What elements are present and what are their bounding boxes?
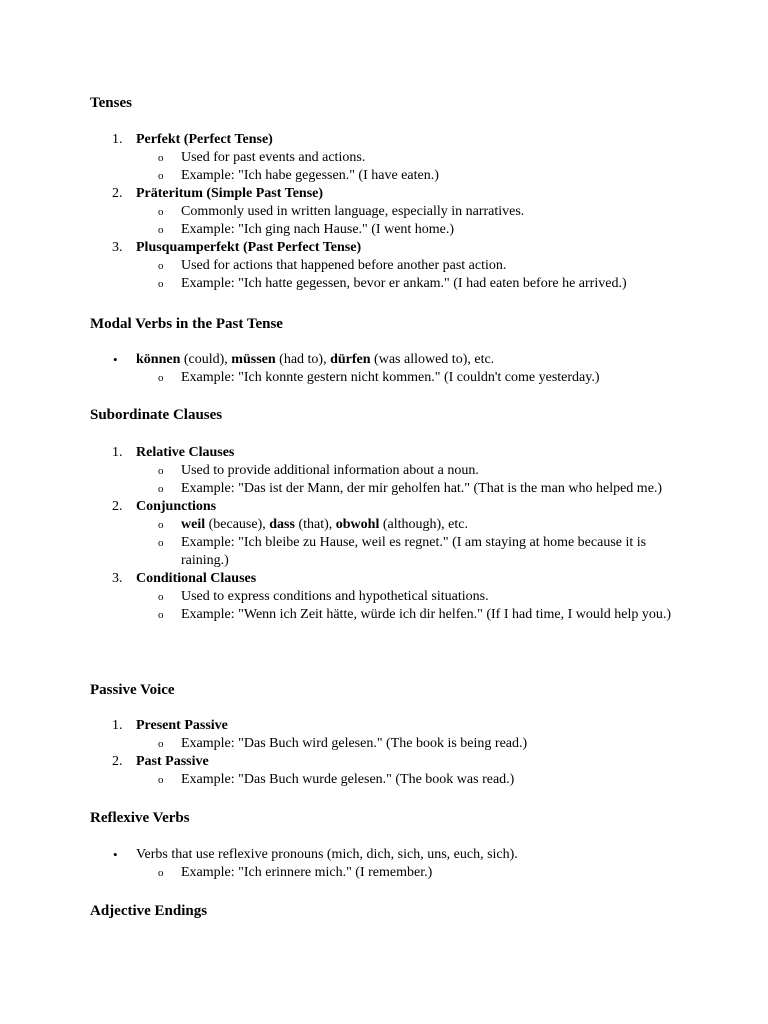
bullet-icon: • [113,352,118,367]
sub-item: o Example: "Wenn ich Zeit hätte, würde ich dir helfen." (If I had time, I would help you.) [158,607,672,622]
sub-item: o weil (because), dass (that), obwohl (although), etc. [158,517,468,532]
sub-item: o Example: "Das ist der Mann, der mir geholfen hat." (That is the man who helped me.) [158,481,663,496]
heading-adjective-endings: Adjective Endings [90,903,208,919]
list-item: 1. Perfekt (Perfect Tense) [112,132,273,147]
sub-item: o Example: "Ich ging nach Hause." (I went home.) [158,222,455,237]
heading-modal-verbs: Modal Verbs in the Past Tense [90,316,283,332]
sub-item: o Example: "Ich habe gegessen." (I have eaten.) [158,168,439,183]
heading-subordinate-clauses: Subordinate Clauses [90,407,223,423]
list-item: • können (could), müssen (had to), dürfen (was allowed to), etc. [113,352,495,367]
item-title: Present Passive [136,718,228,733]
bullet-icon: • [113,847,118,862]
list-item: • Verbs that use reflexive pronouns (mich, dich, sich, uns, euch, sich). [113,847,518,862]
circle-bullet-icon: o [158,591,164,603]
item-title: Conjunctions [136,499,217,514]
modal-verbs-list [0,351,768,387]
sub-item: o Example: "Ich hatte gegessen, bevor er ankam." (I had eaten before he arrived.) [158,276,627,291]
tenses-list [0,131,768,293]
sub-item: o Example: "Ich bleibe zu Hause, weil es regnet." (I am staying at home because it is raining.) [158,535,647,568]
list-item: 2. Präteritum (Simple Past Tense) [112,186,324,201]
list-item: 1. Relative Clauses [112,445,235,460]
circle-bullet-icon: o [158,465,164,477]
item-title: Plusquamperfekt (Past Perfect Tense) [136,240,362,255]
circle-bullet-icon: o [158,774,164,786]
item-title: Relative Clauses [136,445,235,460]
item-title: Conditional Clauses [136,571,257,586]
circle-bullet-icon: o [158,278,164,290]
circle-bullet-icon: o [158,170,164,182]
heading-tenses: Tenses [90,95,132,111]
circle-bullet-icon: o [158,519,164,531]
sub-item: o Used for past events and actions. [158,150,366,165]
heading-reflexive-verbs: Reflexive Verbs [90,810,190,826]
circle-bullet-icon: o [158,537,164,549]
sub-item: o Example: "Das Buch wurde gelesen." (The book was read.) [158,772,515,787]
circle-bullet-icon: o [158,206,164,218]
heading-passive-voice: Passive Voice [90,682,175,698]
sub-item: o Example: "Das Buch wird gelesen." (The book is being read.) [158,736,528,751]
circle-bullet-icon: o [158,483,164,495]
passive-voice-list [0,717,768,789]
sub-item: o Used for actions that happened before another past action. [158,258,507,273]
circle-bullet-icon: o [158,609,164,621]
list-item: 3. Plusquamperfekt (Past Perfect Tense) [112,240,362,255]
list-item: 1. Present Passive [112,718,228,733]
circle-bullet-icon: o [158,152,164,164]
circle-bullet-icon: o [158,372,164,384]
circle-bullet-icon: o [158,260,164,272]
item-title: Perfekt (Perfect Tense) [136,132,273,147]
item-title: Präteritum (Simple Past Tense) [136,186,324,201]
sub-item: o Example: "Ich erinnere mich." (I remember.) [158,865,433,880]
item-title: Past Passive [136,754,209,769]
sub-item: o Example: "Ich konnte gestern nicht kommen." (I couldn't come yesterday.) [158,370,600,385]
sub-item: o Used to express conditions and hypothetical situations. [158,589,489,604]
circle-bullet-icon: o [158,738,164,750]
reflexive-verbs-list [0,846,768,882]
sub-item: o Used to provide additional information about a noun. [158,463,479,478]
circle-bullet-icon: o [158,867,164,879]
list-item: 3. Conditional Clauses [112,571,257,586]
sub-item: o Commonly used in written language, especially in narratives. [158,204,525,219]
list-item: 2. Past Passive [112,754,209,769]
list-item: 2. Conjunctions [112,499,217,514]
subordinate-clauses-list [0,444,768,624]
circle-bullet-icon: o [158,224,164,236]
